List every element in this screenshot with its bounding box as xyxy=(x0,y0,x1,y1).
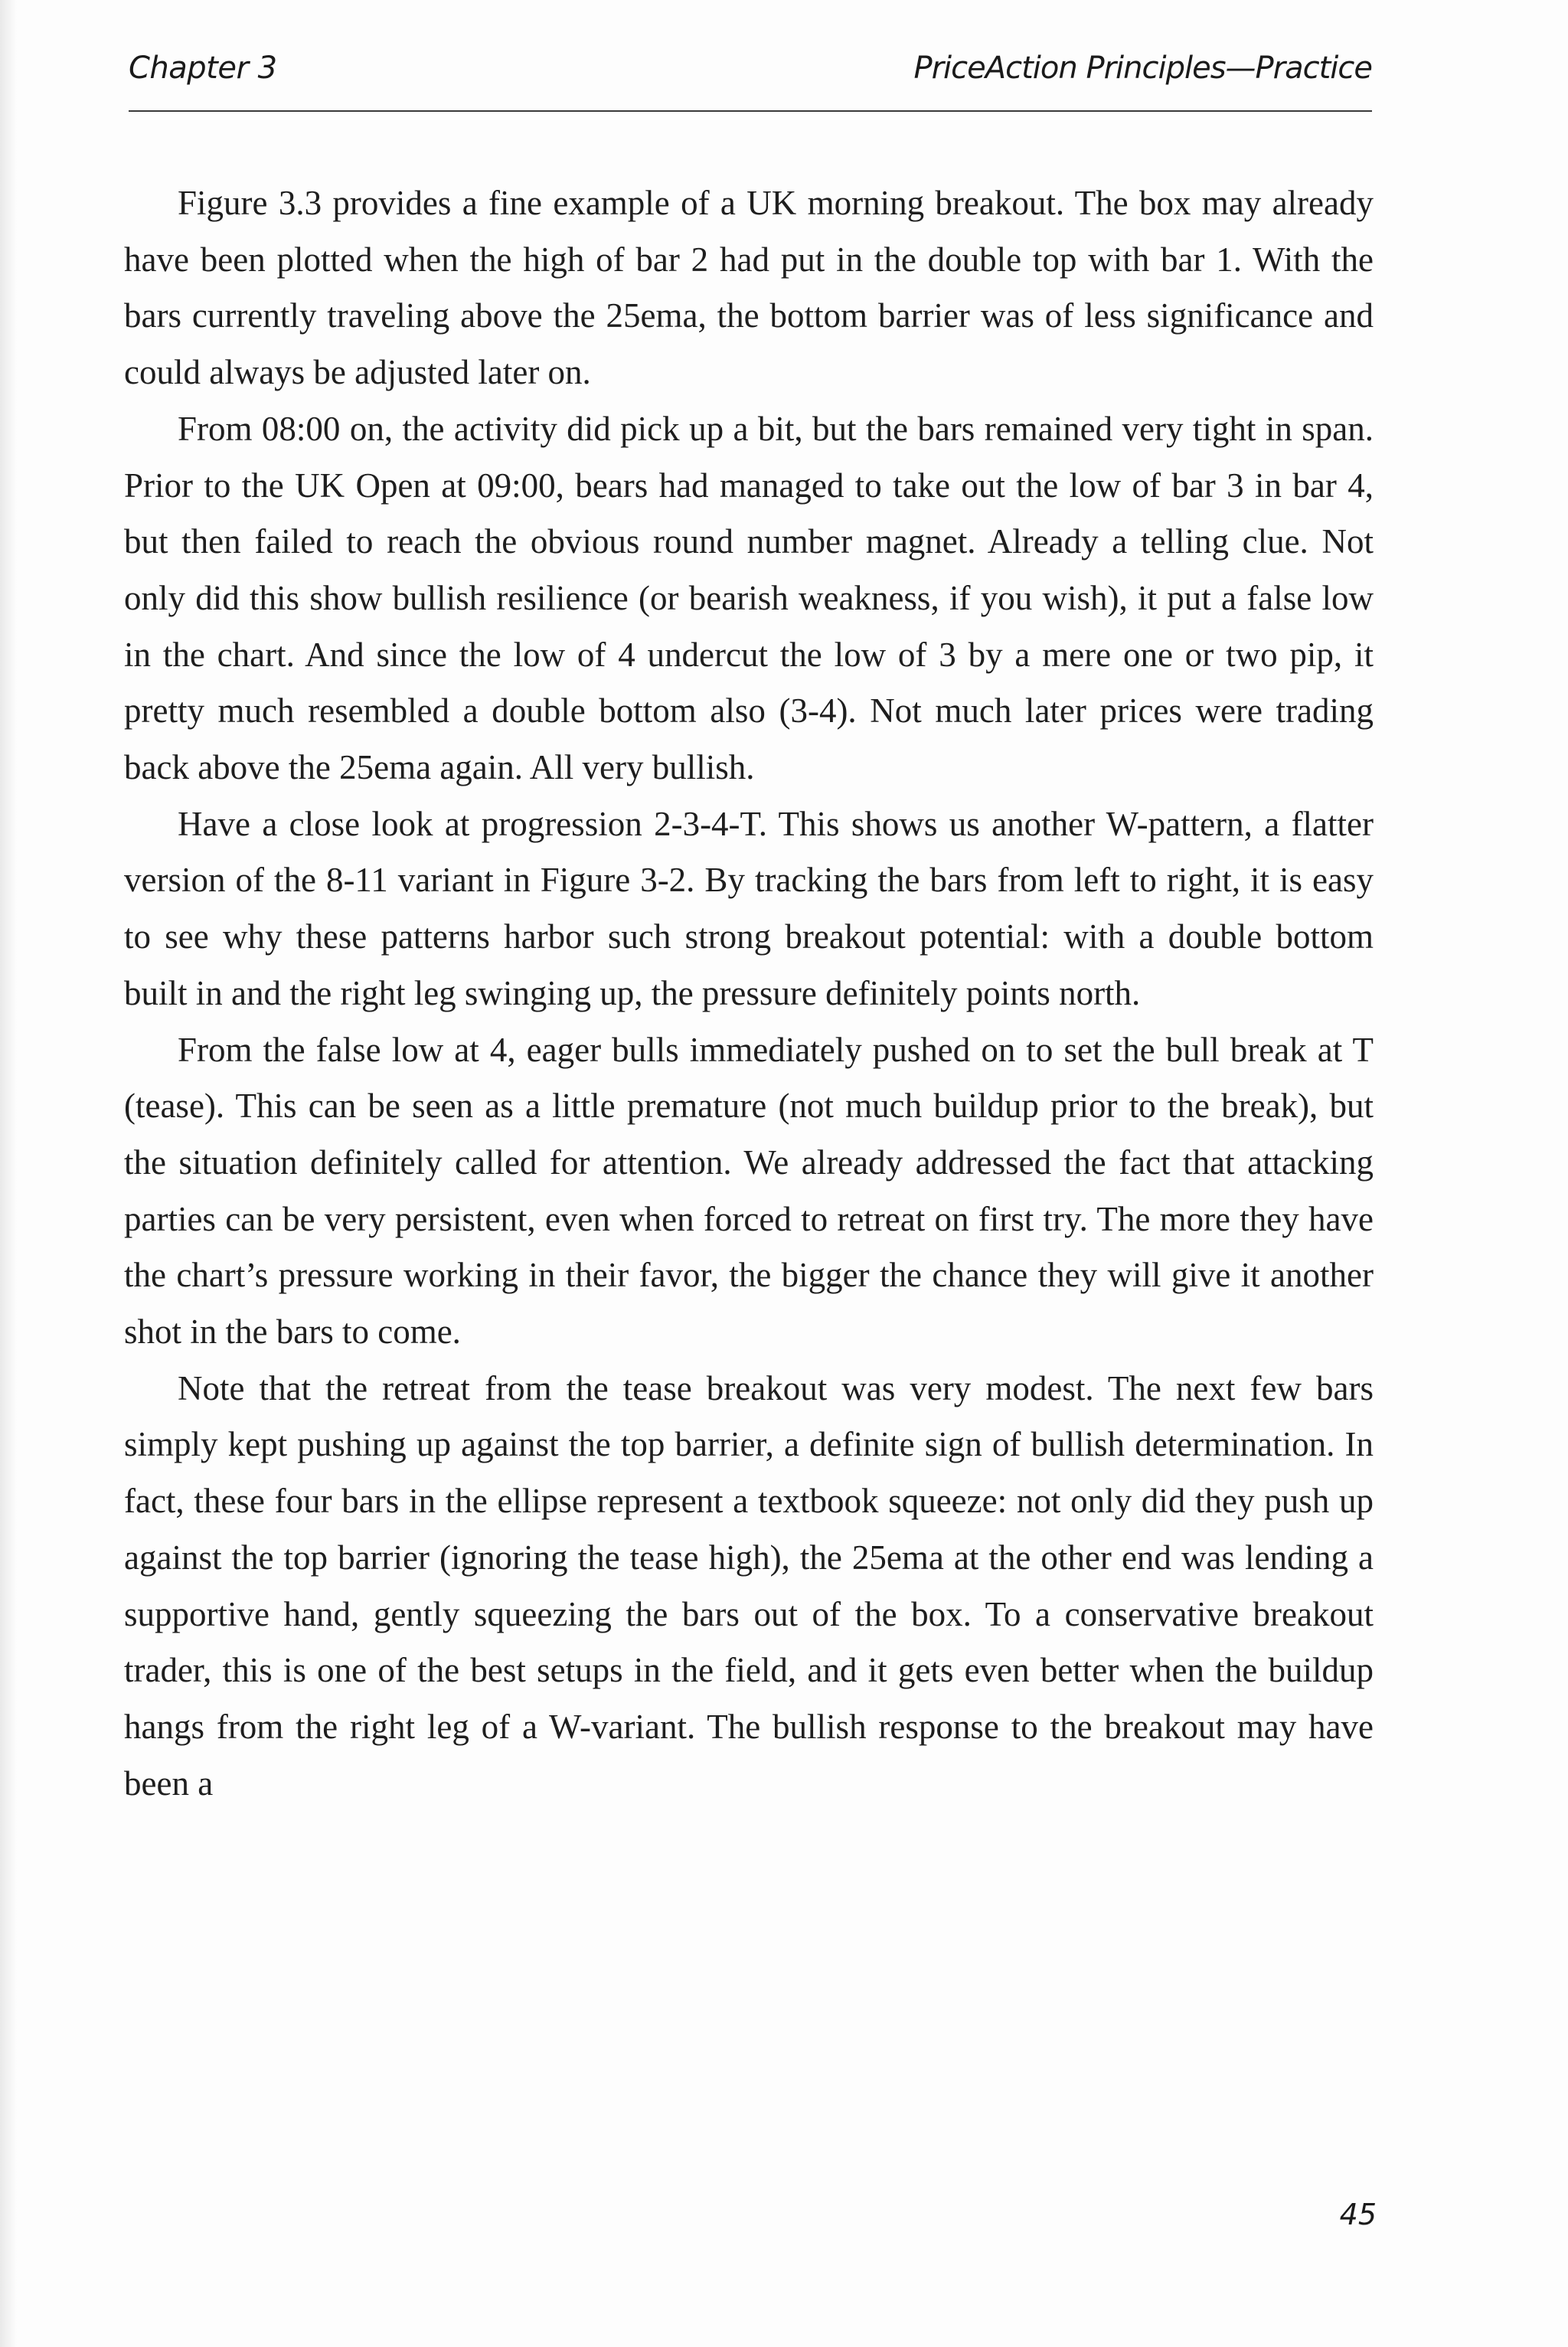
paragraph: From 08:00 on, the activity did pick up a bit, but the bars remained very tight in span. Prior to the UK Open at 09:00, bears had managed to take out the low of bar 3 in bar 4, but then failed to reach the obvious round number magnet. Already a telling clue. Not only did this show bullish resilience (or bearish weakness, if you wish), it put a false low in the chart. And since the low of 4 undercut the low of 3 by a mere one or two pip, it pretty much resembled a double bottom also (3-4). Not much later prices were trading back above the 25ema again. All very bullish. xyxy=(124,409,1374,787)
paragraph: Have a close look at progression 2-3-4-T. This shows us another W-pattern, a flatter version of the 8-11 variant in Figure 3-2. By tracking the bars from left to right, it is easy to see why these patterns harbor such strong breakout potential: with a double bottom built in and the right leg swinging up, the pressure definitely points north. xyxy=(124,804,1374,1012)
paragraph: From the false low at 4, eager bulls immediately pushed on to set the bull break at T (tease). This can be seen as a little premature (not much buildup prior to the break), but the situation definitely called for attention. We already addressed the fact that attacking parties can be very persistent, even when forced to retreat on first try. The more they have the chart’s pressure working in their favor, the bigger the chance they will give it another shot in the bars to come. xyxy=(124,1030,1374,1352)
page-gutter-shadow xyxy=(0,0,17,2347)
running-title: PriceAction Principles—Practice xyxy=(913,51,1372,86)
paragraph: Figure 3.3 provides a fine example of a UK morning breakout. The box may already have been plotted when the high of bar 2 had put in the double top with bar 1. With the bars currently traveling above the 25ema, the bottom barrier was of less significance and could always be adjusted later on. xyxy=(124,184,1374,392)
page-number: 45 xyxy=(1339,2198,1377,2231)
chapter-label: Chapter 3 xyxy=(129,51,277,86)
body-text xyxy=(124,175,1374,1812)
running-header xyxy=(129,44,1372,112)
paragraph: Note that the retreat from the tease breakout was very modest. The next few bars simply kept pushing up against the top barrier, a definite sign of bullish determination. In fact, these four bars in the ellipse represent a textbook squeeze: not only did they push up against the top barrier (ignoring the tease high), the 25ema at the other end was lending a supportive hand, gently squeezing the bars out of the box. To a conservative breakout trader, this is one of the best setups in the field, and it gets even better when the buildup hangs from the right leg of a W-variant. The bullish response to the breakout may have been a xyxy=(124,1368,1374,1803)
